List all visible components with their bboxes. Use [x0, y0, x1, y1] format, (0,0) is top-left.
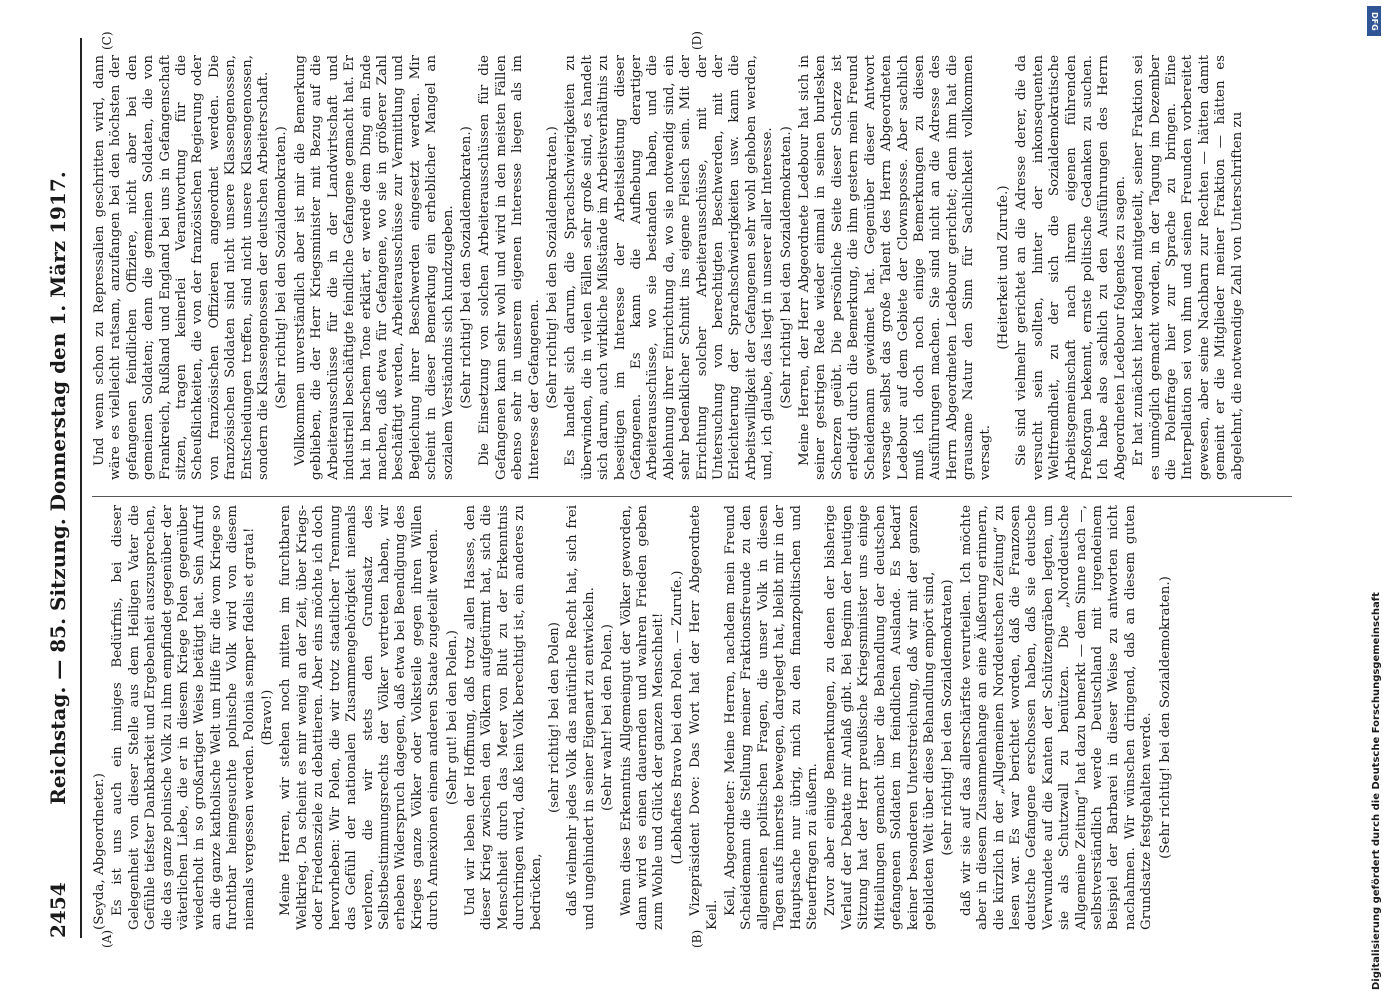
marker-b: (B)	[690, 929, 704, 948]
interjection: (Sehr wahr! bei den Polen.)	[600, 624, 616, 811]
digitization-credit	[1349, 10, 1382, 990]
interjection: (Sehr richtig! bei den Sozialdemokraten.)	[778, 126, 794, 409]
interjection: (Heiterkeit und Zurufe.)	[995, 185, 1011, 350]
paragraph: Vollkommen unverständlich aber ist mir die Bemerkung geblieben, die der Herr Kriegsminister mit Bezug auf die Arbeiterausschüsse für die in der Landwirtschaft und industriell beschäftigte feindliche Gefangene gemacht hat. Er hat in barschem Tone erklärt, er werde dem Ding ein Ende machen, daß etwa für Gefangene, wo sie in größerer Zahl beschäftigt werden, Arbeiterausschüsse zur Vermittlung und Begleichung ihrer Beschwerden eingesetzt werden. Mir scheint in dieser Bemerkung ein erheblicher Mangel an sozialem Verständnis sich kundzugeben.	[292, 55, 456, 480]
left-text-column	[92, 505, 1292, 930]
page-header	[40, 38, 82, 938]
interjection: (Lebhaftes Bravo bei den Polen. — Zurufe.)	[669, 570, 685, 865]
interjection: (sehr richtig! bei den Polen)	[546, 622, 562, 813]
right-text-column	[92, 55, 1292, 480]
paragraph: Meine Herren, der Herr Abgeordnete Ledebour hat sich in seiner gestrigen Rede wieder einmal in seinen burlesken Scherzen geübt. Die persönliche Seite dieser Scherze ist erledigt durch die Bemerkung, die ihm gestern mein Freund Scheidemann gewidmet hat. Gegenüber dieser Antwort versagte selbst das große Talent des Herrn Abgeordneten Ledebour auf dem Gebiete der Clownsposse. Aber sachlich muß ich doch noch einige Bemerkungen zu diesen Ausführungen machen. Sie sind nicht an die Adresse des Herrn Abgeordneten Ledebour gerichtet; denn ihm hat die grausame Natur den Sinn für Sachlichkeit vollkommen versagt.	[797, 55, 993, 480]
paragraph: Meine Herren, wir stehen noch mitten im furchtbaren Weltkrieg. Da scheint es mir wenig an der Zeit, über Kriegs- oder Friedensziele zu debattieren. Aber eins möchte ich doch hervorheben: Wir Polen, die wir trotz staatlicher Trennung das Gefühl der nationalen Zusammengehörigkeit niemals verloren, die wir stets den Grundsatz des Selbstbestimmungsrechts der Völker vertreten haben, wir erheben Widerspruch dagegen, daß etwa bei Beendigung des Krieges ganze Völker oder Volksteile gegen ihren Willen durch Annexionen einem anderen Staate zugeteilt werden.	[278, 505, 442, 930]
paragraph: Vizepräsident Dove: Das Wort hat der Herr Abgeordnete Keil.	[688, 505, 720, 930]
interjection: (Sehr gut! bei den Polen.)	[444, 629, 460, 806]
interjection: (Sehr richtig! bei den Sozialdemokraten.)	[544, 126, 560, 409]
paragraph: Sie sind vielmehr gerichtet an die Adresse derer, die da versucht sein sollten, hinter der inkonsequenten Weltfremdheit, zu der sich die Sozialdemokratische Arbeitsgemeinschaft nach ihrem eigenen führenden Preßorgan bekennt, ernste politische Gedanken zu suchen. Ich habe also sachlich zu den Ausführungen des Herrn Abgeordneten Ledebour folgendes zu sagen.	[1014, 55, 1128, 480]
paragraph: daß wir sie auf das allerschärfste verurteilen. Ich möchte aber in diesem Zusammenhange an eine Äußerung erinnern, die kürzlich in der „Allgemeinen Norddeutschen Zeitung“ zu lesen war. Es war berichtet worden, daß die Franzosen deutsche Gefangene erschossen haben, daß sie deutsche Verwundete auf die Kanten der Schützengräben legten, um sie als Schutzwall zu benützen. Die „Norddeutsche Allgemeine Zeitung“ hat dazu bemerkt — dem Sinne nach —, selbstverständlich werde Deutschland mit irgendeinem Beispiel der Barbarei in dieser Weise zu antworten nicht nachahmen. Wir wünschen dringend, daß an diesem guten Grundsatze festgehalten werde.	[958, 505, 1155, 930]
paragraph: Zuvor aber einige Bemerkungen, zu denen der bisherige Verlauf der Debatte mir Anlaß gibt. Bei Beginn der heutigen Sitzung hat der Herr preußische Kriegsminister uns einige Mitteilungen gemacht über die Behandlung der deutschen gefangenen Soldaten im feindlichen Auslande. Es bedarf keiner besonderen Unterstreichung, daß wir mit der ganzen gebildeten Welt über diese Behandlung empört sind,	[823, 505, 937, 930]
page-number: 2454	[46, 882, 70, 938]
paragraph: Die Einsetzung von solchen Arbeiterausschüssen für die Gefangenen kann sehr wohl und wird in den meisten Fällen ebenso sehr in unserem eigenen Interesse liegen als im Interesse der Gefangenen.	[477, 55, 542, 480]
paragraph: Wenn diese Erkenntnis Allgemeingut der Völker geworden, dann wird es einen dauernden und wahren Frieden geben zum Wohle und Glück der ganzen Menschheit!	[618, 505, 667, 930]
column-divider	[92, 496, 1292, 497]
paragraph: Keil, Abgeordneter: Meine Herren, nachdem mein Freund Scheidemann die Stellung meiner Fraktionsfreunde zu den allgemeinen politischen Fragen, die unser Volk in diesen Tagen aufs innerste bewegen, dargelegt hat, bleibt mir in der Hauptsache nur übrig, mich zu den finanzpolitischen und Steuerfragen zu äußern.	[723, 505, 821, 930]
interjection: (Sehr richtig! bei den Sozialdemokraten.)	[458, 126, 474, 409]
marker-d: (D)	[690, 31, 704, 50]
paragraph: Und wir leben der Hoffnung, daß trotz allen Hasses, den dieser Krieg zwischen den Völkern aufgetürmt hat, sich die Menschheit durch das Meer von Blut zu der Erkenntnis durchringen wird, daß kein Volk berechtigt ist, ein anderes zu bedrücken,	[462, 505, 544, 930]
interjection: (Bravo!)	[260, 689, 276, 746]
interjection: (sehr richtig! bei den Sozialdemokraten)	[940, 579, 956, 856]
dfg-logo: DFG	[1367, 6, 1381, 36]
interjection: (Sehr richtig! bei den Sozialdemokraten.)	[274, 126, 290, 409]
paragraph: Es handelt sich darum, die Sprachschwierigkeiten zu überwinden, die in vielen Fällen sehr große sind, es handelt sich darum, auch wirkliche Mißstände im Arbeitsverhältnis zu beseitigen im Interesse der Arbeitsleistung dieser Gefangenen. Es kann die Aufhebung derartiger Arbeiterausschüsse, wo sie bestanden haben, und die Ablehnung ihrer Einrichtung da, wo sie notwendig sind, ein sehr bedenklicher Schnitt ins eigene Fleisch sein. Mit der Errichtung solcher Arbeiterausschüsse, mit der Untersuchung von berechtigten Beschwerden, mit der Erleichterung der Sprachschwierigkeiten usw. kann die Arbeitswilligkeit der Gefangenen sehr wohl gehoben werden, und, ich glaube, das liegt in unserer aller Interesse.	[563, 55, 776, 480]
paragraph: (Seyda, Abgeordneter.)	[92, 773, 107, 930]
marker-a: (A)	[100, 929, 114, 948]
interjection: (Sehr richtig! bei den Sozialdemokraten.)	[1157, 576, 1173, 859]
paragraph: Und wenn schon zu Repressalien geschritten wird, dann wäre es vielleicht ratsam, anzufangen bei den höchsten der gefangenen feindlichen Offiziere, nicht aber bei den gemeinen Soldaten; denn die gemeinen Soldaten, die von Frankreich, Rußland und England bei uns in Gefangenschaft sitzen, tragen keinerlei Verantwortung für die Scheußlichkeiten, die von der französischen Regierung oder von französischen Offizieren angeordnet werden. Die französischen Soldaten sind nicht unsere Klassengenossen, Entscheidungen treffen, sind nicht unsere Klassengenossen, sondern die Klassengenossen der deutschen Arbeiterschaft.	[92, 55, 272, 480]
paragraph: Er hat zunächst hier klagend mitgeteilt, seiner Fraktion sei es unmöglich gemacht worden, in der Tagung im Dezember die Polenfrage hier zur Sprache zu bringen. Eine Interpellation sei von ihm und seinen Freunden vorbereitet gewesen, aber seine Nachbarn zur Rechten — hätten damit gemeint er die Mitglieder meiner Fraktion — hätten es abgelehnt, die notwendige Zahl von Unterschriften zu	[1131, 55, 1245, 480]
session-title: Reichstag. — 85. Sitzung. Donnerstag den 1. März 1917.	[46, 171, 70, 805]
paragraph: Es ist uns auch ein inniges Bedürfnis, bei dieser Gelegenheit von dieser Stelle aus dem Heiligen Vater die Gefühle tiefster Dankbarkeit und Ergebenheit auszusprechen, die das ganze polnische Volk zu ihm empfindet gegenüber der väterlichen Liebe, die er in diesem Kriege Polen gegenüber wiederholt in so großartiger Weise betätigt hat. Sein Aufruf an die ganze katholische Welt um Hilfe für die vom Kriege so furchtbar heimgesuchte polnische Volk wird von diesem niemals vergessen werden. Polonia semper fidelis et grata!	[110, 505, 257, 930]
marker-c: (C)	[100, 31, 114, 50]
credit-text: Digitalisierung gefördert durch die Deutsche Forschungsgemeinschaft	[1371, 592, 1382, 990]
paragraph: daß vielmehr jedes Volk das natürliche Recht hat, sich frei und ungehindert in seiner Eigenart zu entwickeln.	[565, 505, 597, 930]
